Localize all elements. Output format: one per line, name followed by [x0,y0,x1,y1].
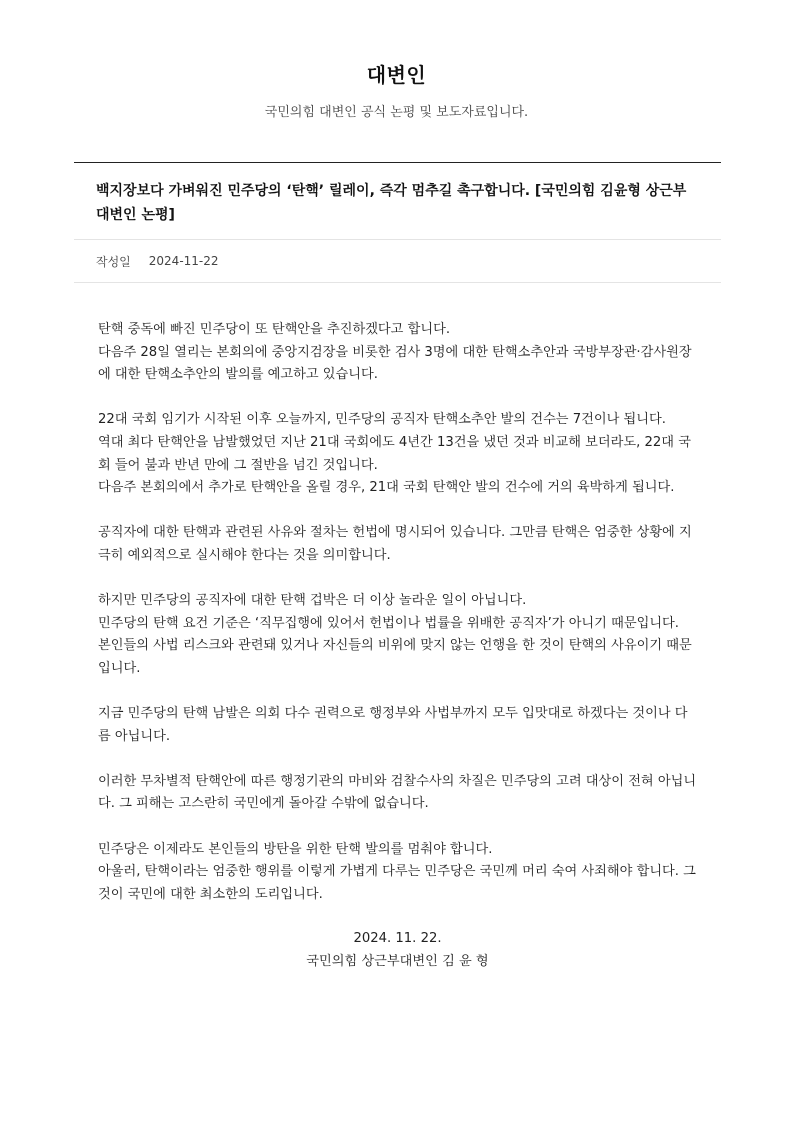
body-line: 역대 최다 탄핵안을 남발했었던 지난 21대 국회에도 4년간 13건을 냈던 것과 비교해 보더라도, 22대 국회 들어 불과 반년 만에 그 절반을 넘긴 것입니다. [98,434,691,473]
article-body [74,283,721,906]
body-paragraph [98,839,697,907]
body-paragraph [98,590,697,680]
body-line: 지금 민주당의 탄핵 남발은 의회 다수 권력으로 행정부와 사법부까지 모두 입맛대로 하겠다는 것이나 다름 아닙니다. [98,706,688,744]
body-line: 본인들의 사법 리스크와 관련돼 있거나 자신들의 비위에 맞지 않는 언행을 한 것이 탄핵의 사유이기 때문입니다. [98,638,692,676]
body-paragraph [98,319,697,387]
page-header [0,0,793,122]
body-line: 다음주 28일 열리는 본회의에 중앙지검장을 비롯한 검사 3명에 대한 탄핵소추안과 국방부장관·감사원장에 대한 탄핵소추안의 발의를 예고하고 있습니다. [98,344,692,383]
body-line: 하지만 민주당의 공직자에 대한 탄핵 겁박은 더 이상 놀라운 일이 아닙니다. [98,593,527,609]
body-line: 22대 국회 임기가 시작된 이후 오늘까지, 민주당의 공직자 탄핵소추안 발의 건수는 7건이나 됩니다. [98,412,666,428]
body-line: 아울러, 탄핵이라는 엄중한 행위를 이렇게 가볍게 다루는 민주당은 국민께 머리 숙여 사죄해야 합니다. 그것이 국민에 대한 최소한의 도리입니다. [98,864,696,902]
date-label: 작성일 [96,254,131,269]
body-line: 민주당의 탄핵 요건 기준은 ‘직무집행에 있어서 헌법이나 법률을 위배한 공직자’가 아니기 때문입니다. [98,615,679,631]
page-subtitle: 국민의힘 대변인 공식 논평 및 보도자료입니다. [264,105,529,120]
body-paragraph [98,771,697,816]
body-paragraph [98,522,697,567]
body-line: 다음주 본회의에서 추가로 탄핵안을 올릴 경우, 21대 국회 탄핵안 발의 건수에 거의 육박하게 됩니다. [98,480,675,496]
body-line: 공직자에 대한 탄핵과 관련된 사유와 절차는 헌법에 명시되어 있습니다. 그만큼 탄핵은 엄중한 상황에 지극히 예외적으로 실시해야 한다는 것을 의미합니다. [98,525,692,563]
body-line: 탄핵 중독에 빠진 민주당이 또 탄핵안을 추진하겠다고 합니다. [98,322,451,337]
article-title: 백지장보다 가벼워진 민주당의 ‘탄핵’ 릴레이, 즉각 멈추길 촉구합니다. [국민의힘 김윤형 상근부대변인 논평] [96,183,687,223]
body-paragraph [98,409,697,499]
signature [74,928,721,973]
article-meta [74,240,721,282]
body-line: 민주당은 이제라도 본인들의 방탄을 위한 탄핵 발의를 멈춰야 합니다. [98,841,493,857]
date-value: 2024-11-22 [148,254,219,268]
signature-date: 2024. 11. 22. [353,931,442,947]
page-title: 대변인 [366,63,427,87]
signature-author: 국민의힘 상근부대변인 김 윤 형 [306,954,489,970]
body-line: 이러한 무차별적 탄핵안에 따른 행정기관의 마비와 검찰수사의 차질은 민주당의 고려 대상이 전혀 아닙니다. 그 피해는 고스란히 국민에게 돌아갈 수밖에 없습니다. [98,773,697,812]
body-paragraph [98,703,697,748]
article [74,162,721,974]
